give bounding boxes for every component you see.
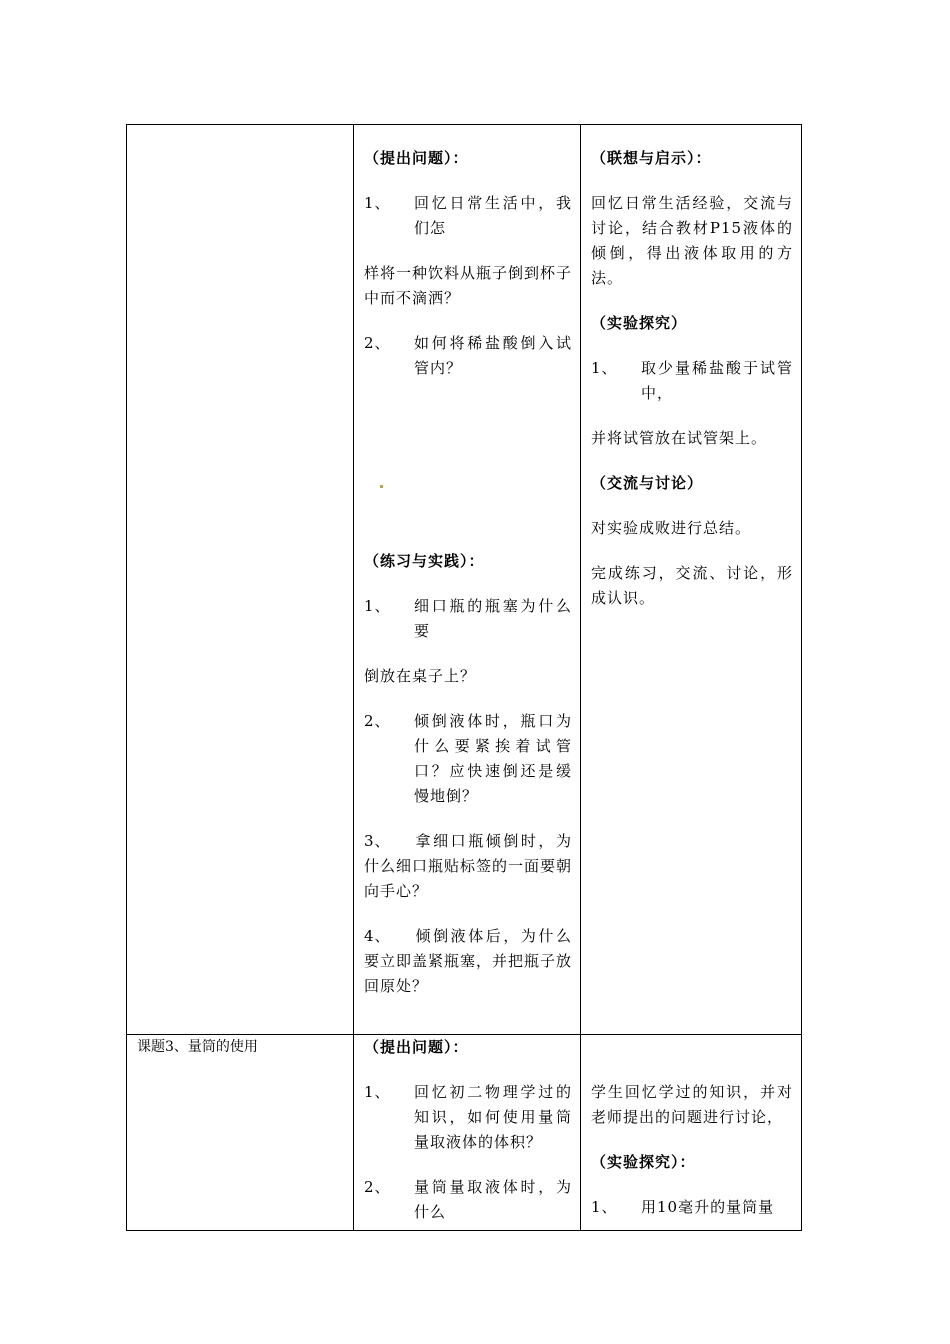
item-number: 1、 xyxy=(364,194,391,212)
topic-cell-empty xyxy=(127,125,354,1035)
lesson-table xyxy=(126,124,802,1231)
paragraph: 完成练习，交流、讨论，形成认识。 xyxy=(591,564,793,607)
spacer xyxy=(364,501,572,549)
section-heading: （练习与实践）： xyxy=(364,552,485,570)
list-item xyxy=(364,924,572,999)
item-continuation: 样将一种饮料从瓶子倒到杯子中而不滴洒？ xyxy=(364,264,573,307)
item-text: 细口瓶的瓶塞为什么要 xyxy=(414,597,572,640)
teacher-activity-cell xyxy=(354,1035,581,1231)
item-number: 3、 xyxy=(364,832,391,850)
list-item xyxy=(591,356,793,406)
item-number: 2、 xyxy=(364,1178,391,1196)
topic-cell xyxy=(127,1035,354,1231)
list-item xyxy=(364,1175,572,1225)
section-heading: （联想与启示）： xyxy=(591,149,712,167)
item-number: 4、 xyxy=(364,927,391,945)
student-activity-cell xyxy=(581,125,802,1035)
section-heading: （交流与讨论） xyxy=(591,474,704,492)
list-item xyxy=(364,709,572,809)
list-item xyxy=(364,191,572,241)
speck-mark xyxy=(364,471,572,501)
table-row xyxy=(127,1035,802,1231)
teacher-activity-cell xyxy=(354,125,581,1035)
item-number: 1、 xyxy=(364,1083,391,1101)
spacer xyxy=(591,1035,793,1080)
item-text: 如何将稀盐酸倒入试管内？ xyxy=(414,334,572,377)
item-text: 回忆初二物理学过的知识，如何使用量筒量取液体的体积？ xyxy=(414,1083,572,1151)
list-item xyxy=(364,594,572,644)
list-item xyxy=(591,1195,793,1220)
list-item xyxy=(364,829,572,904)
section-heading: （提出问题）： xyxy=(364,149,469,167)
item-continuation: 并将试管放在试管架上。 xyxy=(591,429,768,447)
item-number: 1、 xyxy=(364,597,391,615)
paragraph: 回忆日常生活经验，交流与讨论，结合教材P15液体的倾倒，得出液体取用的方法。 xyxy=(591,194,793,287)
list-item xyxy=(364,1080,572,1155)
item-text: 量筒量取液体时，为什么 xyxy=(414,1178,572,1221)
item-number: 1、 xyxy=(591,1198,618,1216)
item-text: 倾倒液体后，为什么要立即盖紧瓶塞，并把瓶子放回原处？ xyxy=(364,927,573,995)
topic-title: 课题3、量筒的使用 xyxy=(137,1039,258,1055)
paragraph: 学生回忆学过的知识，并对老师提出的问题进行讨论， xyxy=(591,1083,793,1126)
section-heading: （实验探究） xyxy=(591,314,688,332)
student-activity-cell xyxy=(581,1035,802,1231)
spacer xyxy=(364,401,572,471)
item-number: 2、 xyxy=(364,334,391,352)
item-text: 回忆日常生活中，我们怎 xyxy=(414,194,572,237)
item-text: 拿细口瓶倾倒时，为什么细口瓶贴标签的一面要朝向手心？ xyxy=(364,832,573,900)
dot-mark xyxy=(380,485,383,488)
table-row xyxy=(127,125,802,1035)
item-number: 1、 xyxy=(591,359,618,377)
paragraph: 对实验成败进行总结。 xyxy=(591,519,752,537)
item-text: 取少量稀盐酸于试管中， xyxy=(641,359,793,402)
item-text: 用10毫升的量筒量 xyxy=(641,1198,775,1216)
item-text: 倾倒液体时，瓶口为什么要紧挨着试管口？应快速倒还是缓慢地倒？ xyxy=(414,712,572,805)
item-continuation: 倒放在桌子上？ xyxy=(364,667,477,685)
item-number: 2、 xyxy=(364,712,391,730)
section-heading: （实验探究）： xyxy=(591,1153,696,1171)
list-item xyxy=(364,331,572,381)
section-heading: （提出问题）： xyxy=(364,1038,469,1056)
